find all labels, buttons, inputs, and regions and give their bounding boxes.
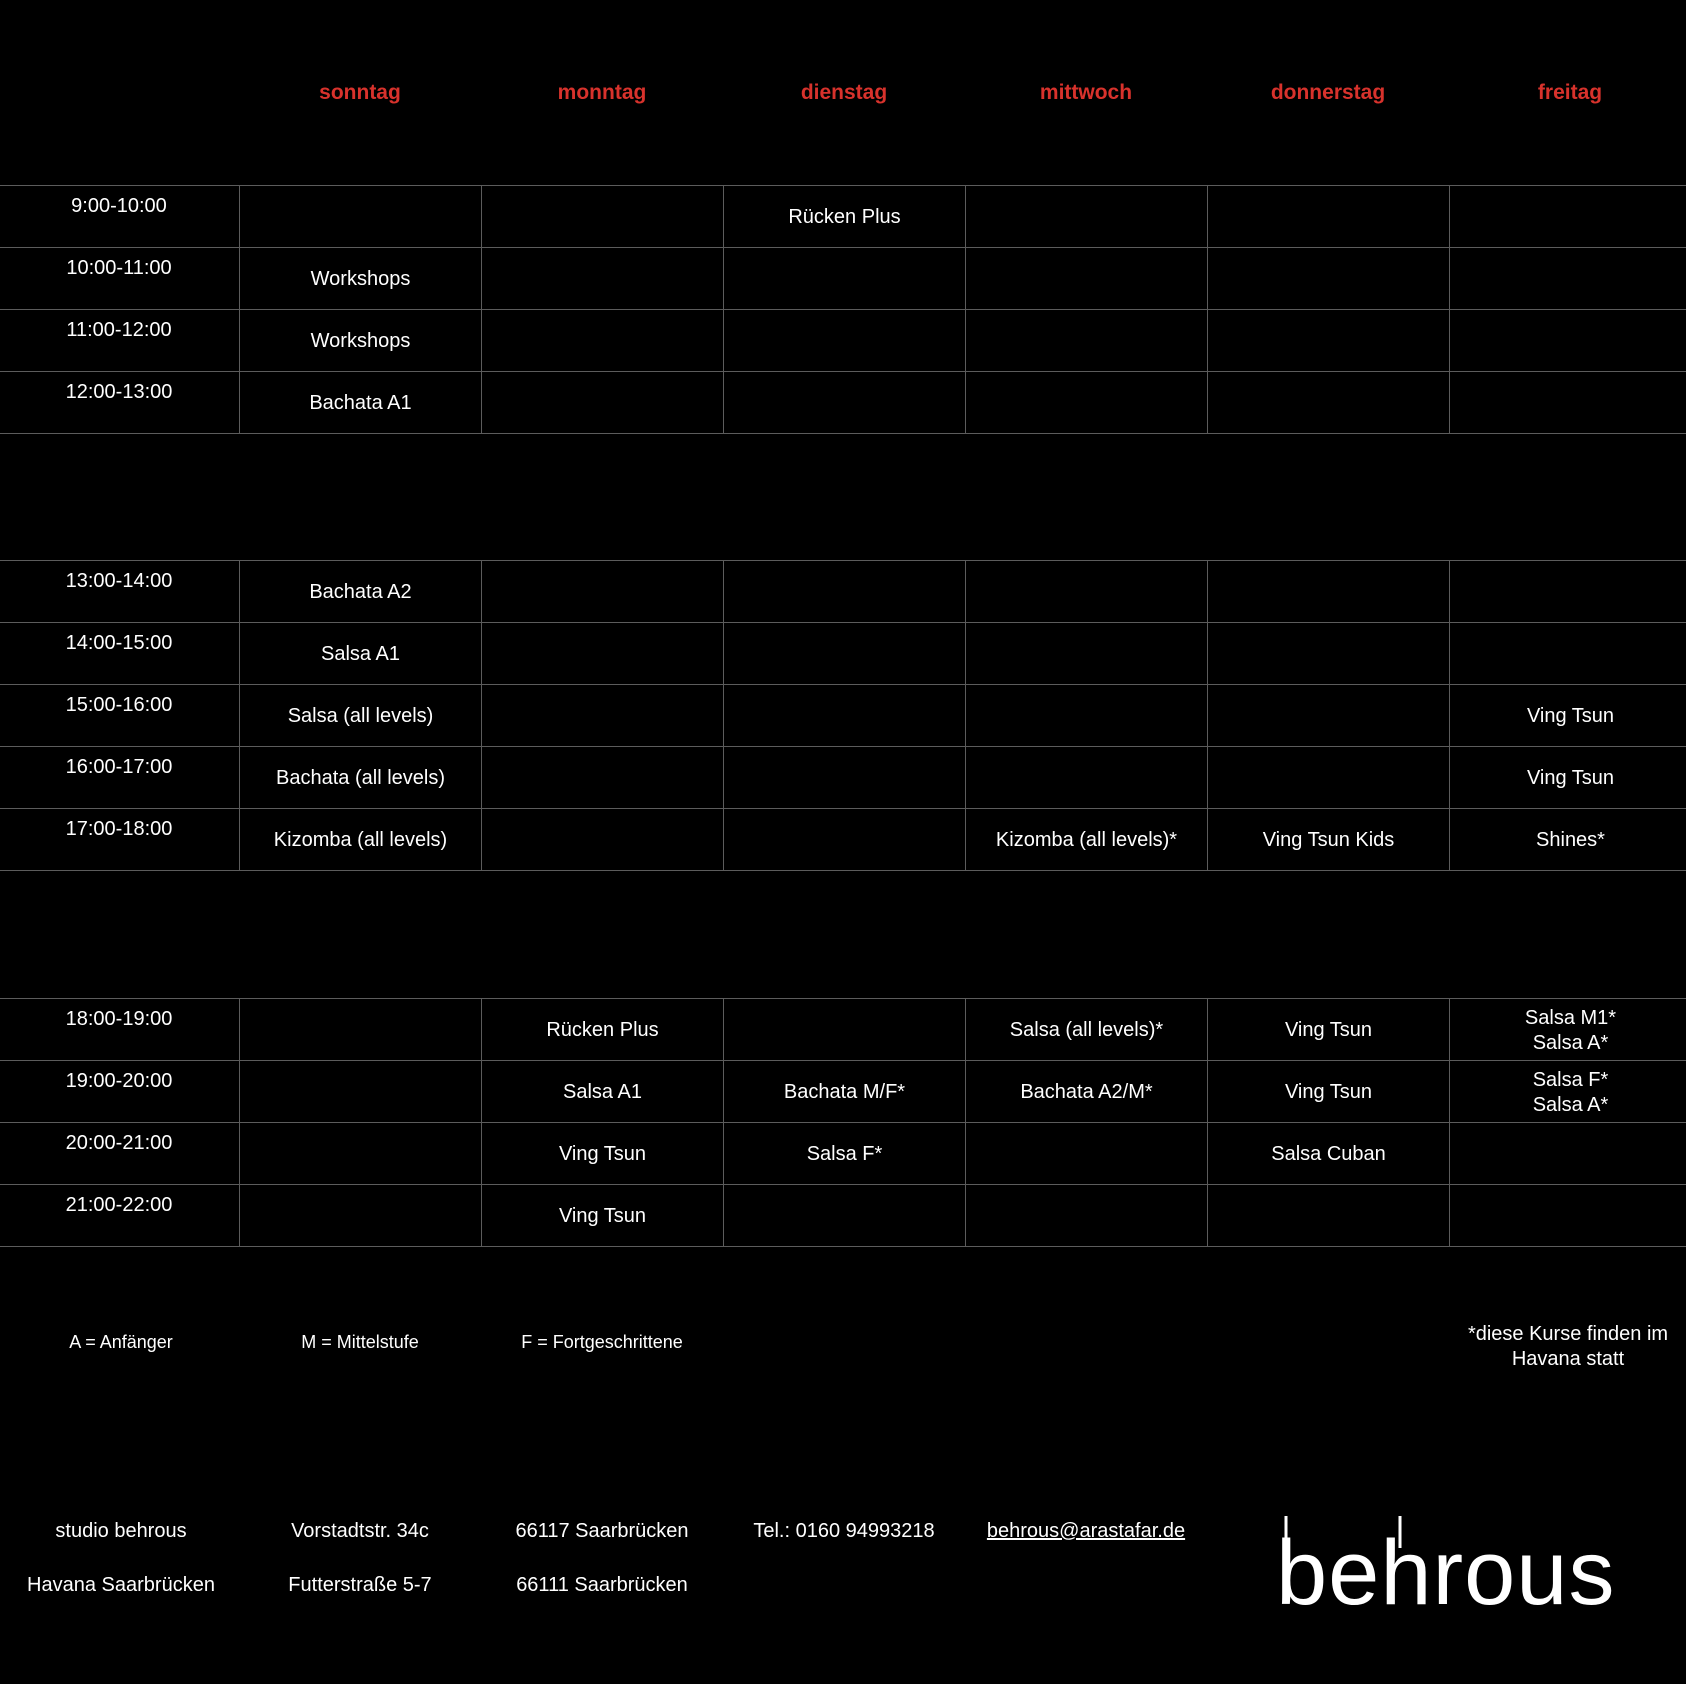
schedule-cell-monntag (481, 1185, 723, 1246)
time-slot-label: 17:00-18:00 (65, 818, 173, 840)
schedule-cell-freitag (1449, 310, 1686, 371)
schedule-cell-monntag (481, 809, 723, 870)
legend-anfaenger: A = Anfänger (69, 1332, 173, 1352)
schedule-cell-dienstag (723, 186, 965, 247)
schedule-cell-dienstag (723, 248, 965, 309)
schedule-cell-monntag (481, 747, 723, 808)
course-label: Bachata M/F* (783, 1081, 906, 1103)
schedule-cell-freitag (1449, 623, 1686, 684)
schedule-cell-dienstag (723, 999, 965, 1060)
schedule-cell-dienstag (723, 561, 965, 622)
schedule-row (0, 309, 1686, 371)
schedule-cell-sonntag (239, 561, 481, 622)
course-label: Salsa (all levels) (287, 705, 434, 727)
time-slot-label: 14:00-15:00 (65, 632, 173, 654)
schedule-cell-monntag (481, 685, 723, 746)
schedule-cell-freitag (1449, 372, 1686, 433)
course-label: Salsa F* (1532, 1068, 1609, 1091)
schedule-cell-donnerstag (1207, 999, 1449, 1060)
schedule-cell-sonntag (239, 999, 481, 1060)
schedule-cell-mittwoch (965, 248, 1207, 309)
schedule-cell-freitag (1449, 999, 1686, 1060)
schedule-cell-freitag (1449, 561, 1686, 622)
schedule-cell-mittwoch (965, 809, 1207, 870)
schedule-cell-monntag (481, 623, 723, 684)
schedule-cell-dienstag (723, 310, 965, 371)
schedule-cell-sonntag (239, 685, 481, 746)
schedule-cell-monntag (481, 248, 723, 309)
schedule-cell-mittwoch (965, 1123, 1207, 1184)
schedule-row (0, 560, 1686, 622)
schedule-row (0, 746, 1686, 808)
schedule-cell-dienstag (723, 1123, 965, 1184)
schedule-cell-dienstag (723, 1185, 965, 1246)
schedule-cell-mittwoch (965, 623, 1207, 684)
schedule-row (0, 998, 1686, 1060)
schedule-row (0, 684, 1686, 746)
havana-street: Futterstraße 5-7 (288, 1574, 432, 1596)
phone-number: Tel.: 0160 94993218 (753, 1520, 935, 1542)
schedule-cell-dienstag (723, 747, 965, 808)
schedule-cell-monntag (481, 561, 723, 622)
schedule-cell-sonntag (239, 623, 481, 684)
time-slot-label: 18:00-19:00 (65, 1008, 173, 1030)
schedule-cell-donnerstag (1207, 747, 1449, 808)
schedule-cell-donnerstag (1207, 561, 1449, 622)
schedule-cell-monntag (481, 1061, 723, 1122)
schedule-cell-sonntag (239, 1185, 481, 1246)
course-label: Ving Tsun (558, 1205, 647, 1227)
schedule-cell-freitag (1449, 747, 1686, 808)
schedule-cell-sonntag (239, 372, 481, 433)
time-slot-label: 15:00-16:00 (65, 694, 173, 716)
schedule-row (0, 808, 1686, 871)
schedule-cell-monntag (481, 186, 723, 247)
day-header-dienstag: dienstag (800, 81, 888, 104)
schedule-row (0, 1184, 1686, 1247)
schedule-cell-donnerstag (1207, 1123, 1449, 1184)
time-slot-label: 20:00-21:00 (65, 1132, 173, 1154)
legend-fortgeschrittene: F = Fortgeschrittene (521, 1332, 683, 1352)
course-label: Rücken Plus (546, 1019, 659, 1041)
course-label: Shines* (1536, 829, 1605, 851)
course-label: Salsa A* (1532, 1031, 1609, 1054)
course-label: Bachata A1 (309, 392, 412, 414)
course-label: Workshops (310, 268, 411, 290)
schedule-cell-donnerstag (1207, 685, 1449, 746)
schedule-cell-mittwoch (965, 310, 1207, 371)
schedule-cell-dienstag (723, 623, 965, 684)
course-label: Bachata A2/M* (1020, 1081, 1153, 1103)
schedule-cell-mittwoch (965, 561, 1207, 622)
course-label: Ving Tsun (1526, 767, 1615, 789)
time-slot-label: 16:00-17:00 (65, 756, 173, 778)
legend-mittelstufe: M = Mittelstufe (301, 1332, 419, 1352)
schedule-cell-donnerstag (1207, 1061, 1449, 1122)
day-header-sonntag: sonntag (319, 81, 401, 104)
schedule-cell-donnerstag (1207, 186, 1449, 247)
schedule-cell-mittwoch (965, 1061, 1207, 1122)
day-header-mittwoch: mittwoch (1039, 81, 1133, 104)
course-label: Workshops (310, 330, 411, 352)
schedule-cell-mittwoch (965, 685, 1207, 746)
course-label: Ving Tsun (1284, 1019, 1373, 1041)
course-label: Salsa A* (1532, 1093, 1609, 1116)
time-slot-label: 12:00-13:00 (65, 381, 173, 403)
time-slot-label: 9:00-10:00 (71, 195, 167, 217)
schedule-cell-sonntag (239, 809, 481, 870)
schedule-row (0, 1060, 1686, 1122)
schedule-block-evening (0, 998, 1686, 1247)
schedule-cell-freitag (1449, 186, 1686, 247)
havana-city: 66111 Saarbrücken (516, 1574, 688, 1596)
schedule-cell-donnerstag (1207, 372, 1449, 433)
day-header-monntag: monntag (557, 81, 647, 104)
course-label: Bachata A2 (309, 581, 412, 603)
schedule-cell-monntag (481, 372, 723, 433)
course-label: Ving Tsun Kids (1262, 829, 1395, 851)
schedule-cell-donnerstag (1207, 809, 1449, 870)
schedule-cell-mittwoch (965, 372, 1207, 433)
schedule-row (0, 185, 1686, 247)
logo-wordmark: behrous (1276, 1522, 1616, 1610)
schedule-cell-sonntag (239, 1061, 481, 1122)
schedule-cell-sonntag (239, 747, 481, 808)
schedule-cell-sonntag (239, 310, 481, 371)
schedule-cell-mittwoch (965, 747, 1207, 808)
course-label: Ving Tsun (1284, 1081, 1373, 1103)
schedule-cell-monntag (481, 1123, 723, 1184)
havana-note: *diese Kurse finden im Havana statt (1467, 1323, 1669, 1370)
schedule-cell-freitag (1449, 685, 1686, 746)
time-slot-label: 19:00-20:00 (65, 1070, 173, 1092)
studio-street: Vorstadtstr. 34c (291, 1520, 429, 1542)
schedule-cell-sonntag (239, 1123, 481, 1184)
schedule-cell-freitag (1449, 248, 1686, 309)
course-label: Salsa (all levels)* (1009, 1019, 1164, 1041)
schedule-cell-donnerstag (1207, 623, 1449, 684)
schedule-cell-donnerstag (1207, 310, 1449, 371)
course-label: Rücken Plus (788, 206, 901, 228)
course-label: Salsa Cuban (1271, 1143, 1386, 1165)
schedule-row (0, 622, 1686, 684)
studio-city: 66117 Saarbrücken (515, 1520, 689, 1542)
schedule-cell-freitag (1449, 809, 1686, 870)
schedule-cell-donnerstag (1207, 248, 1449, 309)
schedule-cell-monntag (481, 999, 723, 1060)
course-label: Ving Tsun (1526, 705, 1615, 727)
schedule-row (0, 1122, 1686, 1184)
schedule-cell-mittwoch (965, 999, 1207, 1060)
schedule-cell-donnerstag (1207, 1185, 1449, 1246)
studio-name: studio behrous (55, 1520, 187, 1542)
schedule-cell-freitag (1449, 1185, 1686, 1246)
time-slot-label: 21:00-22:00 (65, 1194, 173, 1216)
course-label: Salsa A1 (563, 1081, 642, 1103)
schedule-cell-freitag (1449, 1123, 1686, 1184)
schedule-cell-sonntag (239, 248, 481, 309)
schedule-row (0, 247, 1686, 309)
schedule-cell-freitag (1449, 1061, 1686, 1122)
schedule-cell-dienstag (723, 1061, 965, 1122)
schedule-block-afternoon (0, 560, 1686, 871)
time-slot-label: 13:00-14:00 (65, 570, 173, 592)
email-link[interactable]: behrous@arastafar.de (986, 1520, 1186, 1542)
schedule-cell-dienstag (723, 372, 965, 433)
time-slot-label: 11:00-12:00 (66, 319, 172, 341)
schedule-cell-sonntag (239, 186, 481, 247)
course-label: Bachata (all levels) (276, 767, 445, 789)
schedule-cell-dienstag (723, 809, 965, 870)
schedule-block-morning (0, 185, 1686, 434)
course-label: Salsa A1 (321, 643, 400, 665)
day-header-donnerstag: donnerstag (1270, 81, 1386, 104)
schedule-cell-monntag (481, 310, 723, 371)
course-label: Kizomba (all levels)* (995, 829, 1178, 851)
schedule-cell-mittwoch (965, 186, 1207, 247)
havana-name: Havana Saarbrücken (27, 1574, 215, 1596)
behrous-logo (1276, 1510, 1626, 1610)
course-label: Salsa F* (806, 1143, 883, 1165)
schedule-cell-dienstag (723, 685, 965, 746)
course-label: Kizomba (all levels) (273, 829, 448, 851)
course-label: Ving Tsun (558, 1143, 647, 1165)
schedule-cell-mittwoch (965, 1185, 1207, 1246)
schedule-row (0, 371, 1686, 434)
time-slot-label: 10:00-11:00 (66, 257, 172, 279)
course-label: Salsa M1* (1524, 1006, 1617, 1029)
day-header-freitag: freitag (1537, 81, 1603, 104)
